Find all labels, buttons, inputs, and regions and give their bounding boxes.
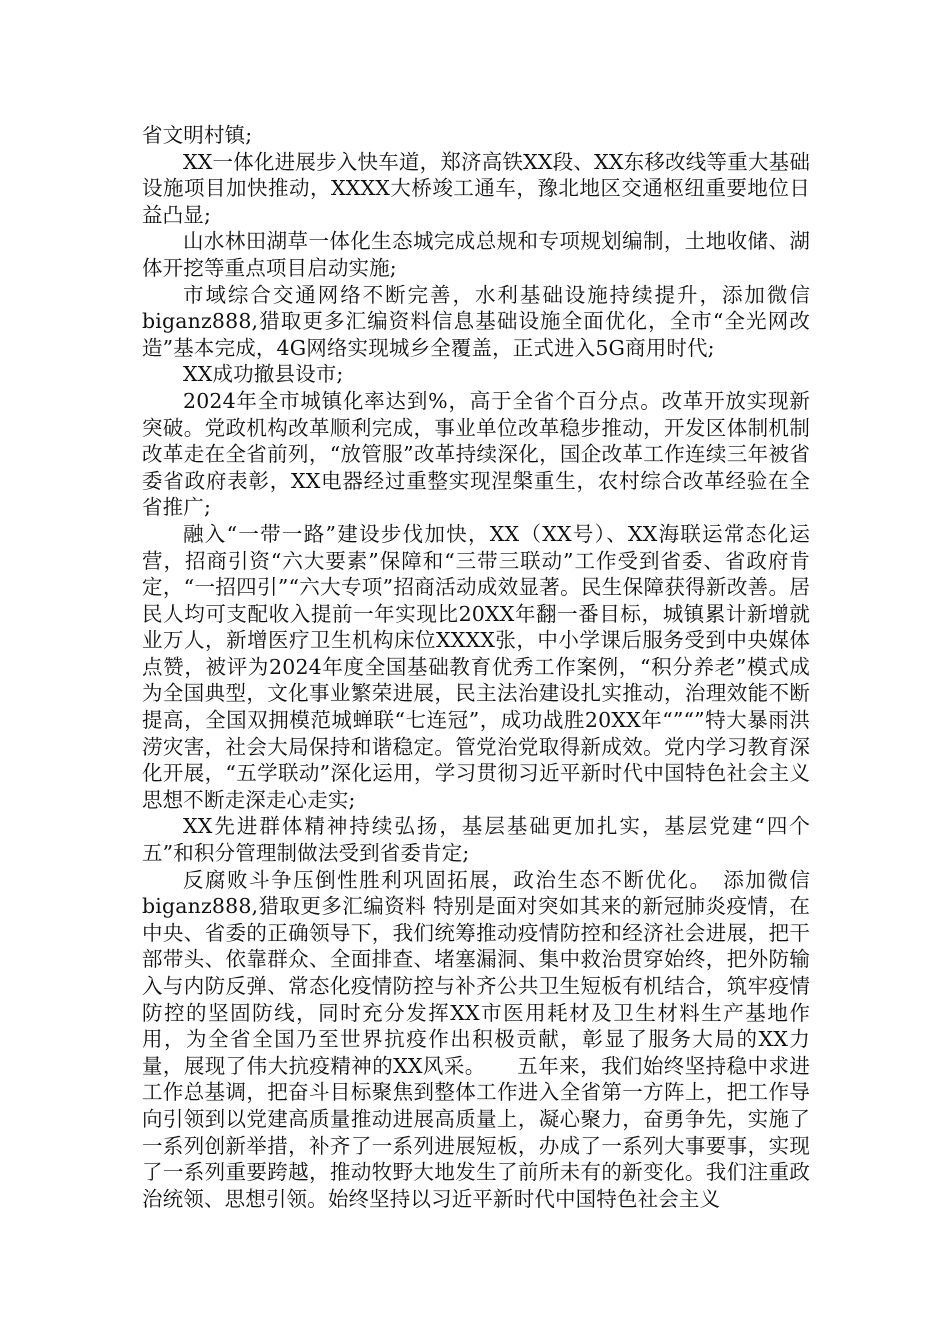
paragraph-3: 山水林田湖草一体化生态城完成总规和专项规划编制，土地收储、湖体开挖等重点项目启动实施; — [142, 229, 810, 280]
paragraph-8: XX先进群体精神持续弘扬，基层基础更加扎实，基层党建“四个五”和积分管理制做法受到省委肯定; — [142, 814, 810, 866]
paragraph-1: 省文明村镇; — [142, 123, 253, 147]
paragraph-5: XX成功撤县设市; — [183, 362, 344, 387]
paragraph-4: 市域综合交通网络不断完善，水利基础设施持续提升，添加微信biganz888,猎取更多汇编资料信息基础设施全面优化，全市“全光网改造”基本完成，4G网络实现城乡全覆盖，正式进入5G商用时代; — [142, 282, 810, 360]
paragraph-6: 2024年全市城镇化率达到%，高于全省个百分点。改革开放实现新突破。党政机构改革顺利完成，事业单位改革稳步推动，开发区体制机制改革走在全省前列，“放管服”改革持续深化，国企改革工作连续三年被省委省政府表彰，XX电器经过重整实现涅槃重生，农村综合改革经验在全省推广; — [142, 388, 810, 520]
paragraph-2: XX一体化进展步入快车道，郑济高铁XX段、XX东移改线等重大基础设施项目加快推动，XXXX大桥竣工通车，豫北地区交通枢纽重要地位日益凸显; — [142, 149, 810, 227]
document-body — [142, 122, 810, 1212]
paragraph-7: 融入“一带一路”建设步伐加快，XX（XX号）、XX海联运常态化运营，招商引资“六大要素”保障和“三带三联动”工作受到省委、省政府肯定，“一招四引”“六大专项”招商活动成效显著。民生保障获得新改善。居民人均可支配收入提前一年实现比20XX年翻一番目标，城镇累计新增就业万人，新增医疗卫生机构床位XXXX张，中小学课后服务受到中央媒体点赞，被评为2024年度全国基础教育优秀工作案例，“积分养老”模式成为全国典型，文化事业繁荣进展，民主法治建设扎实推动，治理效能不断提高，全国双拥模范城蝉联“七连冠”，成功战胜20XX年“”“”特大暴雨洪涝灾害，社会大局保持和谐稳定。管党治党取得新成效。党内学习教育深化开展，“五学联动”深化运用，学习贯彻习近平新时代中国特色社会主义思想不断走深走心走实; — [142, 521, 810, 812]
paragraph-9: 反腐败斗争压倒性胜利巩固拓展，政治生态不断优化。 添加微信biganz888,猎取更多汇编资料 特别是面对突如其来的新冠肺炎疫情，在中央、省委的正确领导下，我们统筹推动疫情防控和经济社会进展，把干部带头、依靠群众、全面排查、堵塞漏洞、集中救治贯穿始终，把外防输入与内防反弹、常态化疫情防控与补齐公共卫生短板有机结合，筑牢疫情防控的坚固防线，同时充分发挥XX市医用耗材及卫生材料生产基地作用，为全省全国乃至世界抗疫作出积极贡献，彰显了服务大局的XX力量，展现了伟大抗疫精神的XX风采。 五年来，我们始终坚持稳中求进工作总基调，把奋斗目标聚焦到整体工作进入全省第一方阵上，把工作导向引领到以党建高质量推动进展高质量上，凝心聚力，奋勇争先，实施了一系列创新举措，补齐了一系列进展短板，办成了一系列大事要事，实现了一系列重要跨越，推动牧野大地发生了前所未有的新变化。我们注重政治统领、思想引领。始终坚持以习近平新时代中国特色社会主义 — [142, 867, 810, 1211]
